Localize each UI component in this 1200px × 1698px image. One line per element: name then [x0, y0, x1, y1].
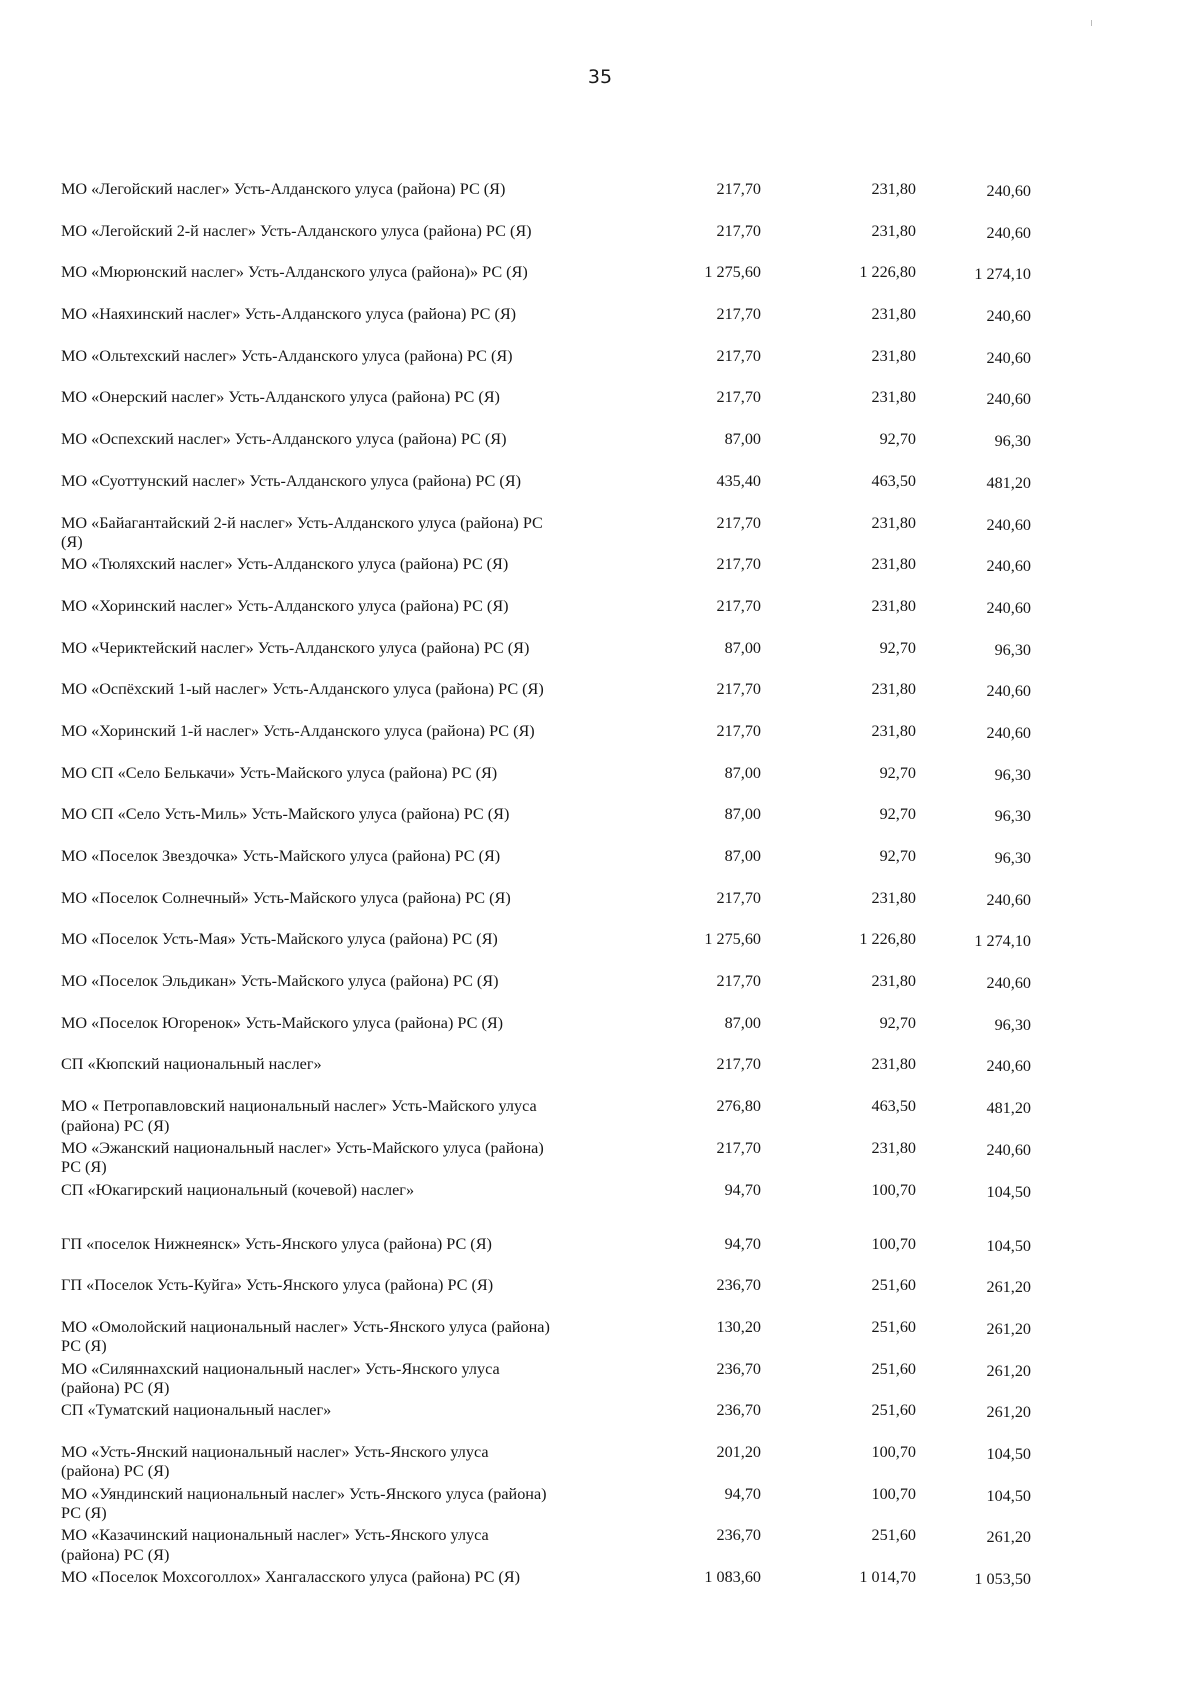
table-row: [61, 1276, 1031, 1318]
value-col-2: 231,80: [871, 513, 916, 532]
municipality-name: МО «Казачинский национальный наслег» Усть-Янского улуса (района) РС (Я): [61, 1526, 489, 1564]
table-row: [61, 555, 1031, 597]
municipality-name: МО «Хоринский наслег» Усть-Алданского улуса (района) РС (Я): [61, 596, 509, 615]
municipality-name: СП «Кюпский национальный наслег»: [61, 1055, 322, 1074]
value-col-1: 217,70: [716, 305, 761, 324]
value-col-2: 1 226,80: [859, 930, 916, 949]
value-col-2: 231,80: [871, 1138, 916, 1157]
value-col-1: 236,70: [716, 1359, 761, 1378]
table-row: [61, 305, 1031, 347]
value-col-1: 236,70: [716, 1526, 761, 1545]
value-col-3: 481,20: [986, 473, 1031, 492]
municipality-name: МО СП «Село Белькачи» Усть-Майского улуса (района) РС (Я): [61, 763, 498, 782]
value-col-2: 1 226,80: [859, 263, 916, 282]
allocation-table: [61, 180, 1031, 1610]
value-col-1: 87,00: [724, 430, 761, 449]
table-row: [61, 1359, 1031, 1402]
value-col-3: 96,30: [994, 807, 1031, 826]
value-col-1: 217,70: [716, 388, 761, 407]
value-col-1: 217,70: [716, 596, 761, 615]
value-col-3: 240,60: [986, 557, 1031, 576]
municipality-name: СП «Юкагирский национальный (кочевой) наслег»: [61, 1180, 415, 1199]
value-col-1: 87,00: [724, 1013, 761, 1032]
municipality-name: МО «Уяндинский национальный наслег» Усть-Янского улуса (района) РС (Я): [61, 1484, 547, 1523]
value-col-2: 92,70: [879, 1013, 916, 1032]
value-col-3: 240,60: [986, 598, 1031, 617]
value-col-1: 130,20: [716, 1317, 761, 1336]
value-col-1: 87,00: [724, 847, 761, 865]
municipality-name: МО «Легойский наслег» Усть-Алданского улуса (района) РС (Я): [61, 180, 506, 198]
table-row: [61, 513, 1031, 556]
value-col-1: 217,70: [716, 221, 761, 240]
value-col-3: 104,50: [986, 1486, 1031, 1505]
municipality-name: МО «Онерский наслег» Усть-Алданского улуса (района) РС (Я): [61, 388, 500, 407]
value-col-3: 1 274,10: [974, 932, 1031, 951]
value-col-2: 231,80: [871, 305, 916, 324]
table-row: [61, 1442, 1031, 1485]
value-col-3: 240,60: [986, 974, 1031, 993]
table-row: [61, 638, 1031, 681]
table-row: [61, 972, 1031, 1014]
value-col-3: 240,60: [986, 682, 1031, 701]
municipality-name: МО СП «Село Усть-Миль» Усть-Майского улуса (района) РС (Я): [61, 805, 510, 824]
municipality-name: МО «Силяннахский национальный наслег» Усть-Янского улуса (района) РС (Я): [61, 1359, 500, 1398]
value-col-2: 231,80: [871, 721, 916, 740]
value-col-3: 96,30: [994, 765, 1031, 784]
municipality-name: ГП «поселок Нижнеянск» Усть-Янского улуса (района) РС (Я): [61, 1234, 492, 1253]
value-col-2: 1 014,70: [859, 1568, 916, 1586]
municipality-name: МО «Усть-Янский национальный наслег» Усть-Янского улуса (района) РС (Я): [61, 1442, 489, 1481]
scan-mark: [1091, 20, 1092, 26]
municipality-name: МО « Петропавловский национальный наслег» Усть-Майского улуса (района) РС (Я): [61, 1097, 537, 1135]
value-col-1: 435,40: [716, 471, 761, 490]
value-col-2: 231,80: [871, 888, 916, 907]
value-col-3: 104,50: [986, 1182, 1031, 1201]
value-col-1: 1 275,60: [704, 263, 761, 282]
table-row: [61, 180, 1031, 222]
value-col-2: 251,60: [871, 1526, 916, 1545]
value-col-1: 217,70: [716, 721, 761, 740]
value-col-1: 87,00: [724, 805, 761, 824]
table-row: [61, 1526, 1031, 1568]
municipality-name: МО «Оспехский наслег» Усть-Алданского улуса (района) РС (Я): [61, 430, 507, 449]
municipality-name: МО «Поселок Мохсоголлох» Хангаласского улуса (района) РС (Я): [61, 1568, 520, 1586]
value-col-2: 100,70: [871, 1234, 916, 1253]
table-row: [61, 930, 1031, 972]
table-row: [61, 1138, 1031, 1181]
municipality-name: МО «Поселок Солнечный» Усть-Майского улуса (района) РС (Я): [61, 888, 511, 907]
value-col-1: 94,70: [724, 1484, 761, 1503]
municipality-name: МО «Эжанский национальный наслег» Усть-Майского улуса (района) РС (Я): [61, 1138, 544, 1177]
municipality-name: МО «Поселок Эльдикан» Усть-Майского улуса (района) РС (Я): [61, 972, 499, 991]
municipality-name: МО «Поселок Югоренок» Усть-Майского улуса (района) РС (Я): [61, 1013, 504, 1032]
value-col-3: 240,60: [986, 723, 1031, 742]
value-col-2: 463,50: [871, 471, 916, 490]
value-col-2: 231,80: [871, 180, 916, 198]
value-col-3: 261,20: [986, 1403, 1031, 1422]
table-row: [61, 721, 1031, 764]
value-col-3: 104,50: [986, 1444, 1031, 1463]
municipality-name: МО «Хоринский 1-й наслег» Усть-Алданского улуса (района) РС (Я): [61, 721, 535, 740]
value-col-3: 240,60: [986, 307, 1031, 326]
value-col-3: 1 053,50: [974, 1570, 1031, 1588]
municipality-name: МО «Чериктейский наслег» Усть-Алданского улуса (района) РС (Я): [61, 638, 530, 657]
value-col-2: 100,70: [871, 1442, 916, 1461]
value-col-2: 92,70: [879, 430, 916, 449]
municipality-name: МО «Поселок Звездочка» Усть-Майского улуса (района) РС (Я): [61, 847, 501, 865]
value-col-3: 96,30: [994, 432, 1031, 451]
value-col-1: 236,70: [716, 1401, 761, 1420]
municipality-name: МО «Суоттунский наслег» Усть-Алданского улуса (района) РС (Я): [61, 471, 521, 490]
value-col-1: 217,70: [716, 972, 761, 991]
table-row: [61, 847, 1031, 889]
value-col-1: 1 083,60: [704, 1568, 761, 1586]
value-col-2: 231,80: [871, 680, 916, 699]
value-col-1: 201,20: [716, 1442, 761, 1461]
value-col-2: 92,70: [879, 805, 916, 824]
table-row: [61, 1484, 1031, 1527]
value-col-3: 1 274,10: [974, 265, 1031, 284]
table-row: [61, 1097, 1031, 1139]
table-row: [61, 596, 1031, 639]
table-row: [61, 1568, 1031, 1610]
value-col-3: 261,20: [986, 1361, 1031, 1380]
value-col-2: 251,60: [871, 1276, 916, 1295]
value-col-1: 217,70: [716, 346, 761, 365]
value-col-3: 240,60: [986, 1140, 1031, 1159]
table-row: [61, 1013, 1031, 1056]
value-col-2: 251,60: [871, 1401, 916, 1420]
municipality-name: МО «Байагантайский 2-й наслег» Усть-Алданского улуса (района) РС (Я): [61, 513, 543, 551]
table-row: [61, 805, 1031, 847]
value-col-1: 217,70: [716, 888, 761, 907]
value-col-3: 104,50: [986, 1236, 1031, 1255]
value-col-2: 251,60: [871, 1359, 916, 1378]
municipality-name: МО «Наяхинский наслег» Усть-Алданского улуса (района) РС (Я): [61, 305, 517, 324]
value-col-2: 231,80: [871, 555, 916, 574]
value-col-3: 96,30: [994, 849, 1031, 867]
municipality-name: ГП «Поселок Усть-Куйга» Усть-Янского улуса (района) РС (Я): [61, 1276, 494, 1295]
table-row: [61, 888, 1031, 931]
municipality-name: МО «Ольтехский наслег» Усть-Алданского улуса (района) РС (Я): [61, 346, 513, 365]
table-row: [61, 1180, 1031, 1235]
value-col-1: 87,00: [724, 638, 761, 657]
value-col-2: 463,50: [871, 1097, 916, 1116]
value-col-3: 96,30: [994, 1015, 1031, 1034]
page-number: 35: [587, 66, 613, 88]
value-col-3: 240,60: [986, 515, 1031, 534]
value-col-3: 481,20: [986, 1099, 1031, 1118]
value-col-1: 236,70: [716, 1276, 761, 1295]
municipality-name: МО «Омолойский национальный наслег» Усть-Янского улуса (района) РС (Я): [61, 1317, 550, 1356]
table-row: [61, 1317, 1031, 1360]
table-row: [61, 1234, 1031, 1277]
table-row: [61, 1055, 1031, 1097]
value-col-2: 92,70: [879, 638, 916, 657]
value-col-1: 217,70: [716, 680, 761, 699]
value-col-3: 240,60: [986, 390, 1031, 409]
value-col-2: 92,70: [879, 847, 916, 865]
value-col-3: 240,60: [986, 223, 1031, 242]
value-col-2: 100,70: [871, 1484, 916, 1503]
table-row: [61, 388, 1031, 430]
value-col-1: 87,00: [724, 763, 761, 782]
value-col-2: 92,70: [879, 763, 916, 782]
value-col-1: 217,70: [716, 513, 761, 532]
value-col-2: 231,80: [871, 596, 916, 615]
table-row: [61, 471, 1031, 514]
table-row: [61, 763, 1031, 806]
value-col-3: 261,20: [986, 1278, 1031, 1297]
value-col-3: 261,20: [986, 1528, 1031, 1547]
value-col-3: 96,30: [994, 640, 1031, 659]
municipality-name: МО «Тюляхский наслег» Усть-Алданского улуса (района) РС (Я): [61, 555, 509, 574]
value-col-3: 261,20: [986, 1319, 1031, 1338]
municipality-name: МО «Поселок Усть-Мая» Усть-Майского улуса (района) РС (Я): [61, 930, 498, 949]
value-col-2: 100,70: [871, 1180, 916, 1199]
value-col-2: 231,80: [871, 346, 916, 365]
value-col-3: 240,60: [986, 1057, 1031, 1076]
value-col-1: 217,70: [716, 555, 761, 574]
value-col-1: 217,70: [716, 1055, 761, 1074]
value-col-2: 231,80: [871, 221, 916, 240]
table-row: [61, 1401, 1031, 1443]
table-row: [61, 221, 1031, 264]
value-col-1: 217,70: [716, 1138, 761, 1157]
municipality-name: МО «Мюрюнский наслег» Усть-Алданского улуса (района)» РС (Я): [61, 263, 528, 282]
value-col-1: 276,80: [716, 1097, 761, 1116]
municipality-name: МО «Легойский 2-й наслег» Усть-Алданского улуса (района) РС (Я): [61, 221, 532, 240]
table-row: [61, 680, 1031, 722]
value-col-1: 217,70: [716, 180, 761, 198]
value-col-1: 94,70: [724, 1234, 761, 1253]
value-col-1: 94,70: [724, 1180, 761, 1199]
table-row: [61, 430, 1031, 472]
value-col-3: 240,60: [986, 348, 1031, 367]
value-col-2: 231,80: [871, 388, 916, 407]
value-col-2: 231,80: [871, 1055, 916, 1074]
municipality-name: СП «Туматский национальный наслег»: [61, 1401, 332, 1420]
table-row: [61, 346, 1031, 389]
value-col-2: 251,60: [871, 1317, 916, 1336]
value-col-1: 1 275,60: [704, 930, 761, 949]
table-row: [61, 263, 1031, 305]
value-col-3: 240,60: [986, 182, 1031, 200]
value-col-3: 240,60: [986, 890, 1031, 909]
municipality-name: МО «Оспёхский 1-ый наслег» Усть-Алданского улуса (района) РС (Я): [61, 680, 544, 699]
value-col-2: 231,80: [871, 972, 916, 991]
